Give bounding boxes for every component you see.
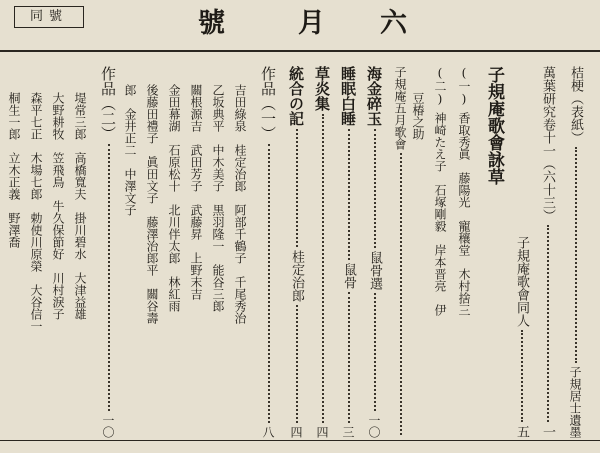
toc-page-ref: 一 xyxy=(540,425,555,438)
toc-leader xyxy=(296,129,298,247)
toc-members xyxy=(512,236,531,438)
toc-works-2-authors-2 xyxy=(50,92,67,392)
toc-works-2-authors-3 xyxy=(28,92,45,392)
toc-authors: 吉田綠泉 桂定治郎 阿部千鶴子 千尾秀治 xyxy=(233,84,247,324)
toc-sleep xyxy=(338,66,359,438)
toc-works-1 xyxy=(258,66,279,438)
issue-tag: 同號 xyxy=(14,6,84,28)
toc-leader xyxy=(374,129,376,248)
toc-authors: 香取秀眞 藤陽光 寵穰堂 木村捨三 xyxy=(457,112,471,316)
toc-title: 桔梗（表紙） xyxy=(568,66,583,144)
bottom-rule xyxy=(0,440,600,441)
toc-author: 鼠骨 xyxy=(341,263,356,289)
toc-leader xyxy=(348,292,350,423)
toc-title: 統合の記 xyxy=(287,66,305,126)
toc-tokai xyxy=(286,66,307,438)
toc-page-ref: 子規居士遺墨 xyxy=(568,366,582,438)
toc-authors: 金田幕湖 石原松十 北川伴太郎 林紅雨 xyxy=(167,84,181,312)
toc-works-1-authors-5 xyxy=(144,84,161,384)
toc-manyoshu xyxy=(538,66,557,438)
toc-works-2 xyxy=(98,66,119,438)
toc-leader xyxy=(575,147,577,363)
toc-title: 睡眠白睡 xyxy=(339,66,357,126)
toc-authors: 桐生一郎 立木正義 野澤喬 xyxy=(7,92,21,248)
toc-works-2-authors-1 xyxy=(72,92,89,392)
toc-page-ref: 八 xyxy=(261,426,275,438)
toc-title: 作品（二） xyxy=(99,66,117,141)
toc-poems-heading xyxy=(482,66,507,438)
toc-authors: 豆椿之助 xyxy=(411,92,425,140)
toc-page-ref: 一〇 xyxy=(101,414,115,438)
toc-title: 作品（一） xyxy=(259,66,277,141)
top-rule xyxy=(0,50,600,52)
toc-poem-2 xyxy=(432,66,449,438)
toc-page-ref: 三 xyxy=(341,426,355,438)
toc-soen xyxy=(312,66,333,438)
toc-leader xyxy=(547,225,549,422)
toc-page-ref: 五 xyxy=(514,425,529,438)
header-title-char-2: 月 xyxy=(298,8,325,39)
toc-author: 鼠骨 xyxy=(367,250,382,277)
toc-kai5 xyxy=(392,66,409,438)
toc-label: (二) xyxy=(433,66,447,106)
toc-works-1-authors-1 xyxy=(232,84,249,384)
toc-title: 子規庵五月歌會 xyxy=(393,66,407,150)
toc-leader xyxy=(322,114,324,423)
toc-poem-1 xyxy=(456,66,473,438)
toc-leader xyxy=(296,305,298,423)
toc-poem-3 xyxy=(410,92,427,172)
toc-works-1-authors-4 xyxy=(166,84,183,384)
toc-authors: 關根源吉 武田芳子 武藤昇 上野末吉 xyxy=(189,84,203,300)
toc-authors: 神崎たえ子 石塚剛毅 岸本晋亮 伊 xyxy=(433,112,447,316)
toc-works-1-authors-6 xyxy=(122,84,139,384)
toc-title: 萬葉研究卷十一（六十三） xyxy=(540,66,555,222)
toc-works-1-authors-2 xyxy=(210,84,227,384)
toc-authors: 森平七正 木場七郎 勅使川原榮 大谷信一 xyxy=(29,92,43,332)
toc-authors: 後藤田禮子 眞田文子 藤澤治郎平 關谷壽 xyxy=(145,84,159,324)
toc-label: (一) xyxy=(457,66,471,106)
toc-page-ref: 一〇 xyxy=(367,414,381,438)
toc-note: 選 xyxy=(367,276,382,290)
toc-leader xyxy=(400,153,402,435)
toc-haikin xyxy=(364,66,385,438)
toc-title: 子規庵歌會詠草 xyxy=(484,66,504,185)
toc-authors: 堤常三郎 高橋寬夫 掛川碧水 大津益雄 xyxy=(73,92,87,320)
toc-works-1-authors-3 xyxy=(188,84,205,384)
toc-leader xyxy=(374,293,376,412)
header-title-char-1: 六 xyxy=(380,8,407,39)
toc-leader xyxy=(268,144,270,423)
toc-leader xyxy=(521,330,523,422)
toc-title: 草炎集 xyxy=(313,66,331,111)
toc-authors: 郎 金井正二 中澤文子 xyxy=(123,84,137,216)
toc-frontispiece xyxy=(566,66,585,438)
toc-title: 海金碎玉 xyxy=(365,66,383,126)
toc-page-ref: 四 xyxy=(315,426,329,438)
toc-leader xyxy=(108,144,110,411)
toc-works-2-authors-4 xyxy=(6,92,23,392)
toc-authors: 乙坂典平 中木美子 黒羽隆一 能谷三郎 xyxy=(211,84,225,312)
toc-title: 子規庵歌會同人 xyxy=(514,236,529,327)
toc-page-ref: 四 xyxy=(289,426,303,438)
toc-leader xyxy=(348,129,350,260)
header-title-char-3: 號 xyxy=(198,8,225,39)
toc-authors: 大野耕牧 笠飛鳥 牛久保節好 川村淚子 xyxy=(51,92,65,320)
toc-author: 桂定治郎 xyxy=(289,250,304,302)
